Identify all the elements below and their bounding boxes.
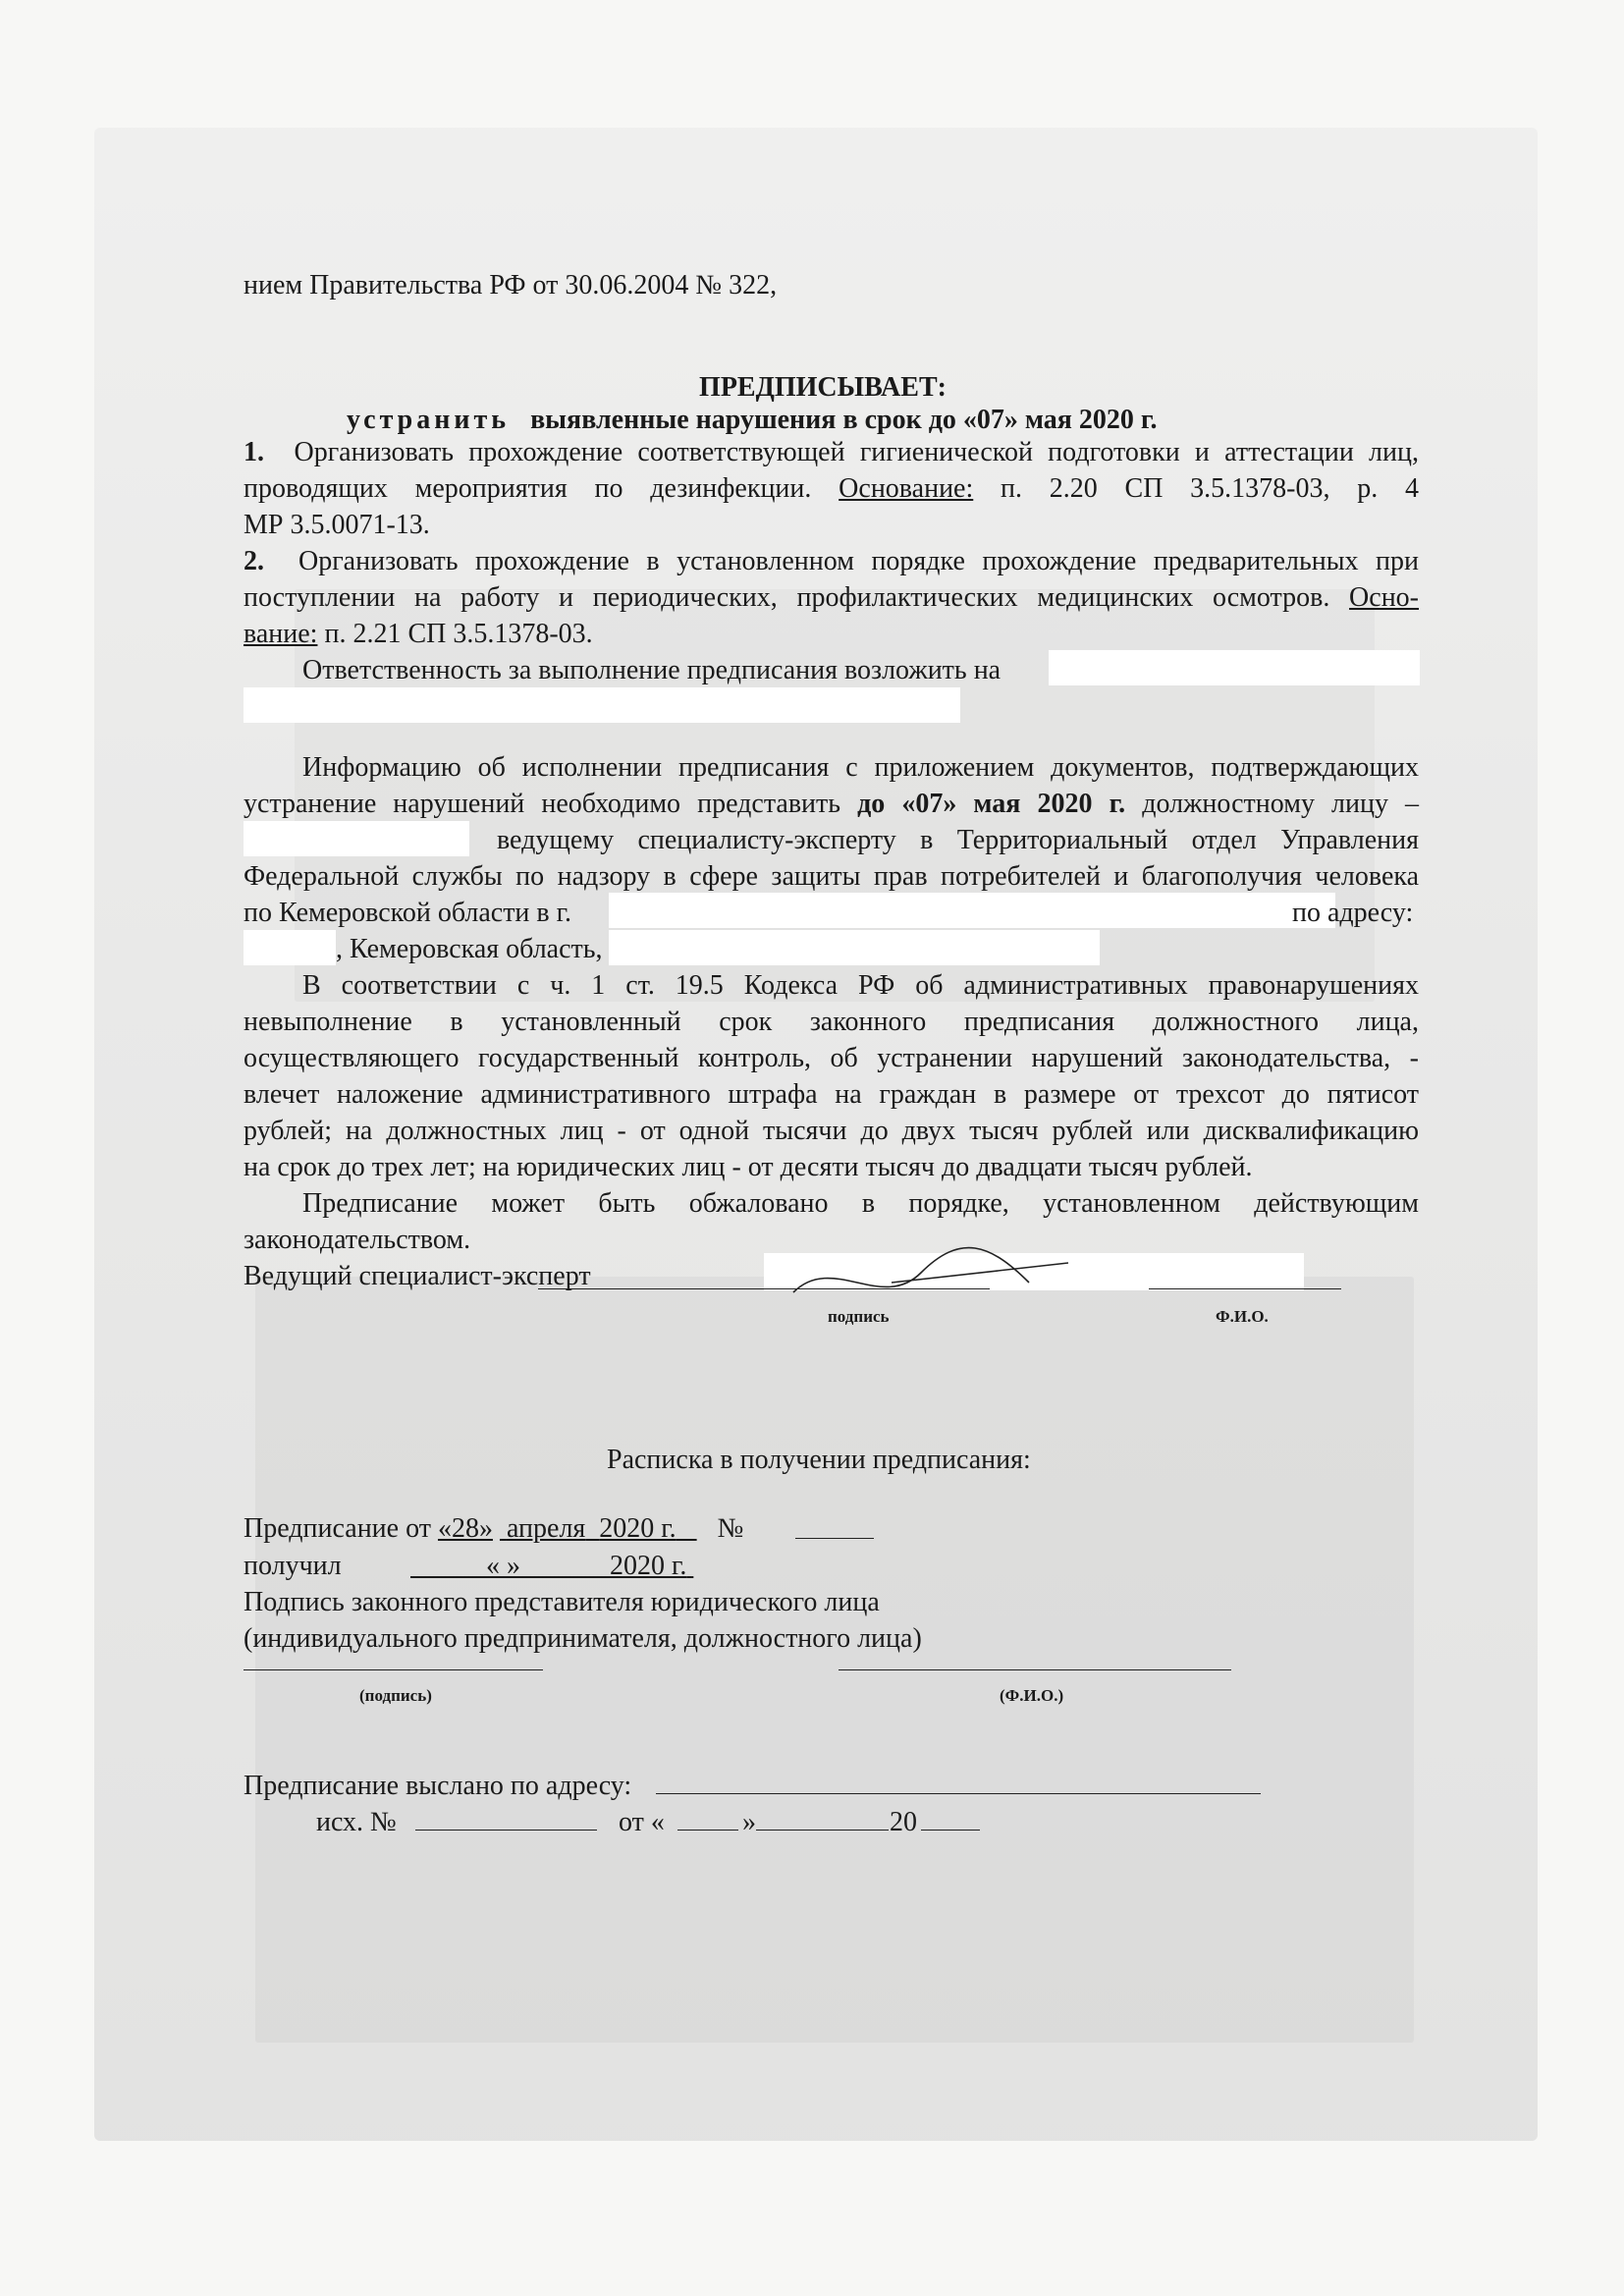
law-line2: невыполнение в установленный срок законного предписания должностного лица, (244, 1007, 1419, 1037)
subheading-rest: выявленные нарушения в срок до «07» мая 2020 г. (530, 405, 1158, 435)
receipt-received-date: « » 2020 г. (486, 1551, 687, 1581)
redaction-box (1049, 650, 1420, 685)
info-line5-a: по Кемеровской области в г. (244, 898, 571, 928)
fio-line (1149, 1288, 1341, 1289)
info-line5-b: по адресу: (1292, 898, 1414, 928)
item1-line3: МР 3.5.0071-13. (244, 510, 430, 540)
sent-month-line (756, 1830, 889, 1831)
sent-day-line (677, 1830, 738, 1831)
signature-mark (774, 1214, 1108, 1322)
sent-year-line (921, 1830, 980, 1831)
sign-line (538, 1288, 990, 1289)
receipt-fio-line (839, 1669, 1231, 1670)
redaction-box (609, 930, 1100, 965)
subheading (347, 402, 1157, 438)
item2-line2: поступлении на работу и периодических, профилактических медицинских осмотров. Осно- (244, 582, 1420, 613)
subheading-spaced: устранить (347, 405, 511, 435)
info-line1: Информацию об исполнении предписания с приложением документов, подтверждающих (302, 752, 1419, 783)
receipt-received-line: получил (244, 1551, 342, 1581)
appeal-line1: Предписание может быть обжаловано в порядке, установленном действующим (302, 1188, 1419, 1219)
sent-from-label: от « (619, 1807, 665, 1837)
item2-line1: 2. Организовать прохождение в установленном порядке прохождение предварительных при (244, 546, 1419, 576)
item2-line3: вание: п. 2.21 СП 3.5.1378-03. (244, 619, 593, 649)
redaction-box (244, 687, 960, 723)
signer-title: Ведущий специалист-эксперт (244, 1261, 591, 1291)
law-line4: влечет наложение административного штрафа на граждан в размере от трехсот до пятисот (244, 1079, 1419, 1110)
law-line3: осуществляющего государственный контроль, об устранении нарушений законодательства, - (244, 1043, 1419, 1073)
responsibility-line: Ответственность за выполнение предписания возложить на (302, 655, 1001, 685)
receipt-fio-caption: (Ф.И.О.) (1000, 1686, 1064, 1705)
info-line2: устранение нарушений необходимо представить до «07» мая 2020 г. должностному лицу – (244, 789, 1420, 819)
info-line3: ведущему специалисту-эксперту в Территориальный отдел Управления (497, 825, 1419, 855)
heading: ПРЕДПИСЫВАЕТ: (699, 372, 947, 403)
sent-out-number-line (415, 1830, 597, 1831)
sign-caption: подпись (828, 1307, 890, 1326)
sent-label: Предписание выслано по адресу: (244, 1771, 632, 1801)
sent-address-line (656, 1793, 1261, 1794)
redaction-box (244, 930, 336, 965)
item1-line1: 1. Организовать прохождение соответствующей гигиенической подготовки и аттестации лиц, (244, 437, 1420, 467)
law-line5: рублей; на должностных лиц - от одной тысячи до двух тысяч рублей или дисквалификацию (244, 1116, 1419, 1146)
item1-line2: проводящих мероприятия по дезинфекции. Основание: п. 2.20 СП 3.5.1378-03, р. 4 (244, 473, 1420, 504)
receipt-rep-line1: Подпись законного представителя юридического лица (244, 1587, 880, 1617)
receipt-issued-line: Предписание от «28» апреля 2020 г. № (244, 1513, 744, 1544)
intro-line: нием Правительства РФ от 30.06.2004 № 322, (244, 270, 778, 301)
law-line6: на срок до трех лет; на юридических лиц - от десяти тысяч до двадцати тысяч рублей. (244, 1152, 1253, 1182)
receipt-title: Расписка в получении предписания: (607, 1445, 1031, 1475)
info-line6: , Кемеровская область, (336, 934, 603, 964)
law-line1: В соответствии с ч. 1 ст. 19.5 Кодекса РФ об административных правонарушениях (302, 970, 1419, 1001)
receipt-number-line (795, 1538, 874, 1539)
appeal-line2: законодательством. (244, 1225, 471, 1255)
receipt-sign-caption: (подпись) (359, 1686, 432, 1705)
receipt-rep-line2: (индивидуального предпринимателя, должностного лица) (244, 1623, 922, 1654)
sent-out-label: исх. № (316, 1807, 397, 1837)
sent-year-prefix: 20 (890, 1807, 917, 1837)
redaction-box (244, 821, 469, 856)
info-line4: Федеральной службы по надзору в сфере защиты прав потребителей и благополучия человека (244, 861, 1419, 892)
redaction-box (609, 893, 1335, 928)
sent-close-quote: » (742, 1807, 756, 1837)
fio-caption: Ф.И.О. (1216, 1307, 1269, 1326)
bleed-through-block (255, 1277, 1414, 2043)
receipt-sign-line (244, 1669, 543, 1670)
